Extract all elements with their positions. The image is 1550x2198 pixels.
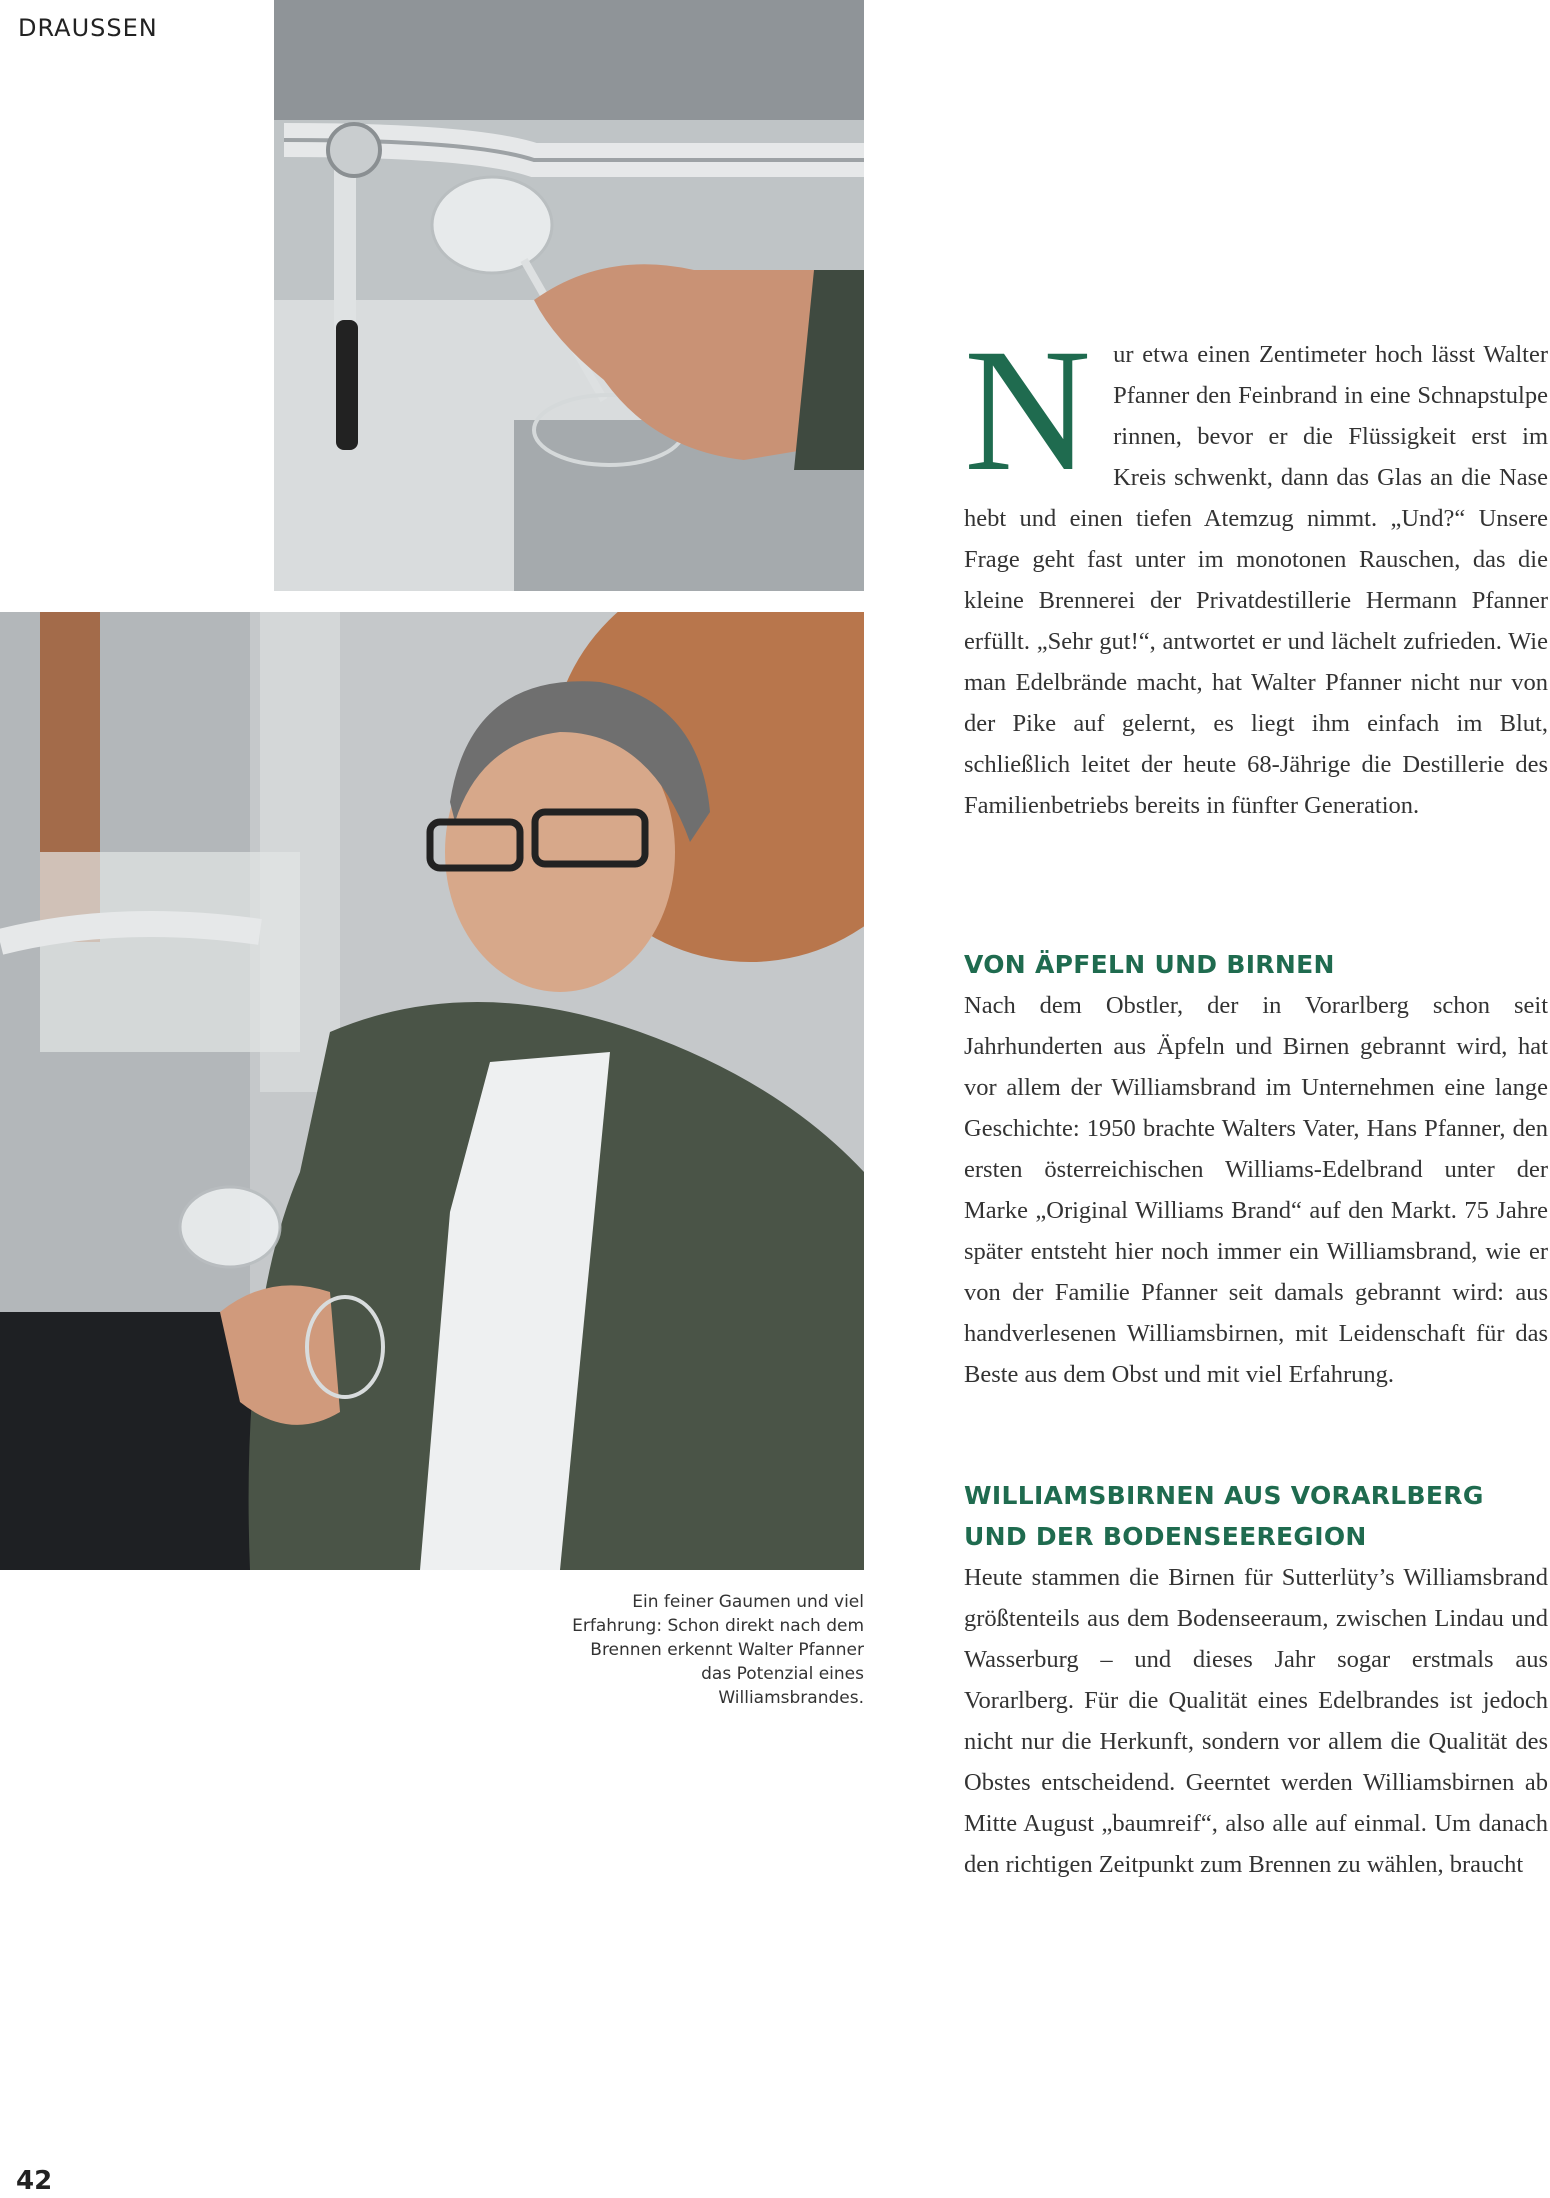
section-text-1: Nach dem Obstler, der in Vorarlberg schon seit Jahrhunderten aus Äpfeln und Birnen gebrannt wird, hat vor allem der Williamsbrand im Unternehmen eine lange Geschichte: 1950 brachte Walters Vater, Hans Pfanner, den ersten österreichischen Williams-Edelbrand unter der Marke „Original Williams Brand“ auf den Markt. 75 Jahre später entsteht hier noch immer ein Williamsbrand, wie er von der Familie Pfanner seit damals gebrannt wird: aus handverlesenen Williamsbirnen, mit Leidenschaft für das Beste aus dem Obst und mit viel Erfahrung. xyxy=(964,992,1548,1388)
walter-pfanner-tasting-portrait-photo xyxy=(0,612,864,1570)
intro-text: ur etwa einen Zentimeter hoch lässt Walter Pfanner den Feinbrand in eine Schnapstulpe rinnen, bevor er die Flüssigkeit erst im Kreis schwenkt, dann das Glas an die Nase hebt und einen tiefen Atemzug nimmt. „Und?“ Unsere Frage geht fast unter im monotonen Rauschen, das die kleine Brennerei der Privatdestillerie Hermann Pfanner erfüllt. „Sehr gut!“, antwortet er und lächelt zufrieden. Wie man Edelbrände macht, hat Walter Pfanner nicht nur von der Pike auf gelernt, es liegt ihm einfach im Blut, schließlich leitet der heute 68-Jährige die Destillerie des Familienbetriebs bereits in fünfter Generation. xyxy=(964,341,1548,819)
page-number: 42 xyxy=(16,2166,53,2196)
section-heading-1: VON ÄPFELN UND BIRNEN xyxy=(964,950,1335,979)
section-heading-2: WILLIAMSBIRNEN AUS VORARLBERG UND DER BODENSEEREGION xyxy=(964,1481,1484,1551)
intro-paragraph xyxy=(964,313,1548,826)
hand-holding-tasting-glass-photo xyxy=(274,0,864,591)
section-label: DRAUSSEN xyxy=(18,14,158,42)
photo-caption: Ein feiner Gaumen und viel Erfahrung: Schon direkt nach dem Brennen erkennt Walter Pfanner das Potenzial eines Williamsbrandes. xyxy=(572,1592,864,1708)
drop-cap: N xyxy=(964,313,1092,508)
section-body-1 xyxy=(964,985,1548,1395)
section-body-2 xyxy=(964,1557,1548,1885)
section-text-2: Heute stammen die Birnen für Sutterlüty’s Williamsbrand größtenteils aus dem Bodenseeraum, zwischen Lindau und Wasserburg – und dieses Jahr sogar erstmals aus Vorarlberg. Für die Qualität eines Edelbrandes ist jedoch nicht nur die Herkunft, sondern vor allem die Qualität des Obstes entscheidend. Geerntet werden Williamsbirnen ab Mitte August „baumreif“, also alle auf einmal. Um danach den richtigen Zeitpunkt zum Brennen zu wählen, braucht xyxy=(964,1564,1548,1878)
